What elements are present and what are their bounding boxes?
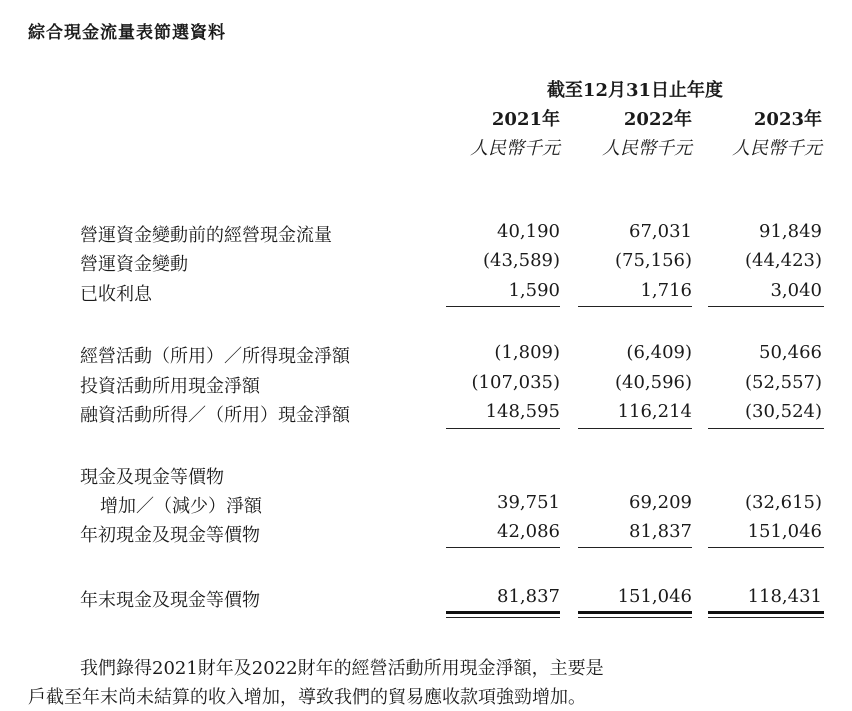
subtotal-rule-2021 <box>446 547 560 548</box>
cell-wc-change-2022: (75,156) <box>614 250 692 271</box>
total-double-rule-2021 <box>446 611 560 614</box>
row-label-wc-change: 營運資金變動 <box>80 254 188 275</box>
cell-op-before-wc-2022: 67,031 <box>629 221 692 242</box>
cell-op-before-wc-2021: 40,190 <box>497 221 560 242</box>
unit-2023: 人民幣千元 <box>732 138 822 159</box>
total-double-rule-2021 <box>446 617 560 618</box>
section-title: 綜合現金流量表節選資料 <box>28 23 226 43</box>
year-2023-header: 2023年 <box>753 109 822 130</box>
row-label-fin-net: 融資活動所得／（所用）現金淨額 <box>80 405 350 426</box>
row-label-cash-change: 增加／（減少）淨額 <box>100 496 262 517</box>
cell-cash-change-2021: 39,751 <box>497 492 560 513</box>
cell-cash-begin-2023: 151,046 <box>747 521 822 542</box>
subtotal-rule-2022 <box>578 547 692 548</box>
cell-cash-begin-2022: 81,837 <box>629 521 692 542</box>
cell-cash-end-2023: 118,431 <box>747 586 822 607</box>
cell-fin-net-2022: 116,214 <box>617 401 692 422</box>
subtotal-rule-2023 <box>708 428 824 429</box>
cell-interest-2022: 1,716 <box>640 280 692 301</box>
row-label-interest: 已收利息 <box>80 284 152 305</box>
paragraph-line-1: 我們錄得2021財年及2022財年的經營活動所用現金淨額，主要是 <box>80 658 604 679</box>
cell-interest-2021: 1,590 <box>508 280 560 301</box>
cell-cash-change-2022: 69,209 <box>629 492 692 513</box>
total-double-rule-2022 <box>578 611 692 614</box>
total-double-rule-2022 <box>578 617 692 618</box>
paragraph-line-2: 戶截至年末尚未結算的收入增加，導致我們的貿易應收款項強勁增加。 <box>28 687 586 708</box>
cell-cash-end-2022: 151,046 <box>617 586 692 607</box>
row-label-cash-begin: 年初現金及現金等價物 <box>80 525 260 546</box>
year-2022-header: 2022年 <box>623 109 692 130</box>
cell-inv-net-2022: (40,596) <box>614 372 692 393</box>
cell-fin-net-2023: (30,524) <box>744 401 822 422</box>
total-double-rule-2023 <box>708 617 824 618</box>
subtotal-rule-2021 <box>446 306 560 307</box>
cell-inv-net-2023: (52,557) <box>744 372 822 393</box>
row-label-op-before-wc: 營運資金變動前的經營現金流量 <box>80 225 332 246</box>
subtotal-rule-2022 <box>578 428 692 429</box>
unit-2021: 人民幣千元 <box>470 138 560 159</box>
row-label-inv-net: 投資活動所用現金淨額 <box>80 376 260 397</box>
cell-op-net-2021: (1,809) <box>494 342 560 363</box>
cell-wc-change-2023: (44,423) <box>744 250 822 271</box>
unit-2022: 人民幣千元 <box>602 138 692 159</box>
row-label-cash-end: 年末現金及現金等價物 <box>80 590 260 611</box>
cell-cash-end-2021: 81,837 <box>497 586 560 607</box>
cell-cash-begin-2021: 42,086 <box>497 521 560 542</box>
subtotal-rule-2023 <box>708 306 824 307</box>
subtotal-rule-2023 <box>708 547 824 548</box>
cell-op-net-2023: 50,466 <box>759 342 822 363</box>
cell-op-net-2022: (6,409) <box>626 342 692 363</box>
cell-wc-change-2021: (43,589) <box>482 250 560 271</box>
subtotal-rule-2022 <box>578 306 692 307</box>
total-double-rule-2023 <box>708 611 824 614</box>
cell-op-before-wc-2023: 91,849 <box>759 221 822 242</box>
cell-interest-2023: 3,040 <box>770 280 822 301</box>
period-header: 截至12月31日止年度 <box>546 80 724 101</box>
row-label-op-net: 經營活動（所用）／所得現金淨額 <box>80 346 350 367</box>
cell-inv-net-2021: (107,035) <box>471 372 560 393</box>
row-label-cash-heading: 現金及現金等價物 <box>80 467 224 488</box>
cell-cash-change-2023: (32,615) <box>744 492 822 513</box>
year-2021-header: 2021年 <box>491 109 560 130</box>
cell-fin-net-2021: 148,595 <box>485 401 560 422</box>
subtotal-rule-2021 <box>446 428 560 429</box>
